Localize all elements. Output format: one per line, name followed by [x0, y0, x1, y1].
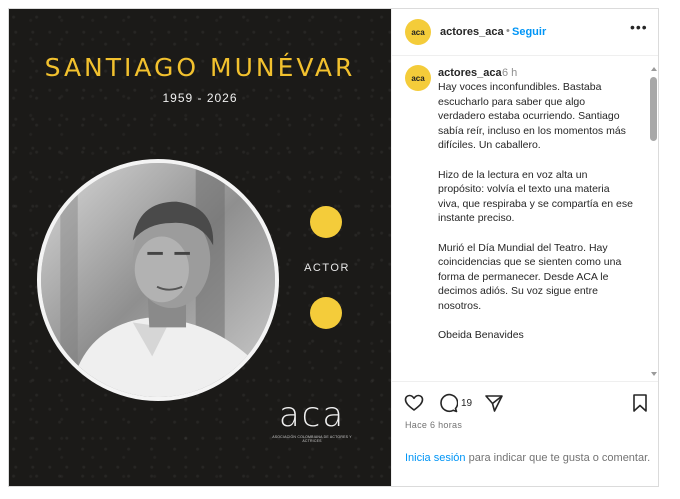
decorative-dot-top: [310, 206, 342, 238]
poster-role: ACTOR: [304, 262, 350, 274]
caption-time: 6 h: [502, 67, 518, 79]
scrollbar-thumb[interactable]: [650, 77, 657, 141]
poster-name: SANTIAGO MUNÉVAR: [44, 53, 356, 82]
avatar[interactable]: aca: [405, 19, 431, 45]
logo-word: aca: [278, 395, 346, 435]
post-timestamp: Hace 6 horas: [405, 420, 463, 430]
caption-text: [438, 80, 634, 357]
post-actions: [392, 381, 659, 487]
login-link[interactable]: Inicia sesión: [405, 452, 466, 464]
scroll-up-icon[interactable]: [651, 67, 657, 71]
post-image[interactable]: [9, 9, 391, 487]
caption-username[interactable]: actores_aca: [438, 67, 502, 79]
follow-button[interactable]: Seguir: [512, 26, 547, 38]
caption-signature: Obeida Benavides: [438, 329, 524, 342]
portrait-photo: [37, 159, 279, 401]
more-icon[interactable]: •••: [630, 19, 648, 35]
caption-paragraph: Hizo de la lectura en voz alta un propósito: volvía el texto una materia viva, que respiraba y se compartía en ese instante preciso.: [438, 168, 633, 225]
post-side-panel: [391, 9, 659, 487]
header-separator: •: [506, 25, 510, 37]
heart-icon[interactable]: [404, 393, 424, 413]
header-username[interactable]: actores_aca: [440, 26, 504, 38]
post-caption: [392, 57, 659, 377]
caption-avatar[interactable]: aca: [405, 65, 431, 91]
caption-scrollbar[interactable]: [650, 67, 657, 377]
share-icon[interactable]: [484, 393, 504, 413]
login-prompt: [405, 450, 655, 466]
poster-years: 1959 - 2026: [162, 91, 238, 105]
scroll-down-icon[interactable]: [651, 372, 657, 376]
comment-icon[interactable]: [438, 393, 458, 413]
decorative-dot-bottom: [310, 297, 342, 329]
caption-paragraph: Hay voces inconfundibles. Bastaba escucharlo para saber que algo verdadero estaba ocurriendo. Santiago sabía reír, incluso en los momentos más difíciles. Un caballero.: [438, 81, 626, 152]
caption-paragraph: Murió el Día Mundial del Teatro. Hay coincidencias que se sienten como una forma de permanecer. Desde ACA le decimos adiós. Su voz sigue entre nosotros.: [438, 241, 622, 312]
login-prompt-text: para indicar que te gusta o comentar.: [465, 452, 651, 464]
aca-logo: [267, 397, 357, 443]
post-header: [392, 9, 659, 56]
bookmark-icon[interactable]: [630, 393, 650, 413]
post-dialog: [8, 8, 659, 487]
comment-count: 19: [461, 398, 473, 409]
logo-subtitle: ASOCIACIÓN COLOMBIANA DE ACTORES Y ACTRICES: [272, 435, 352, 443]
